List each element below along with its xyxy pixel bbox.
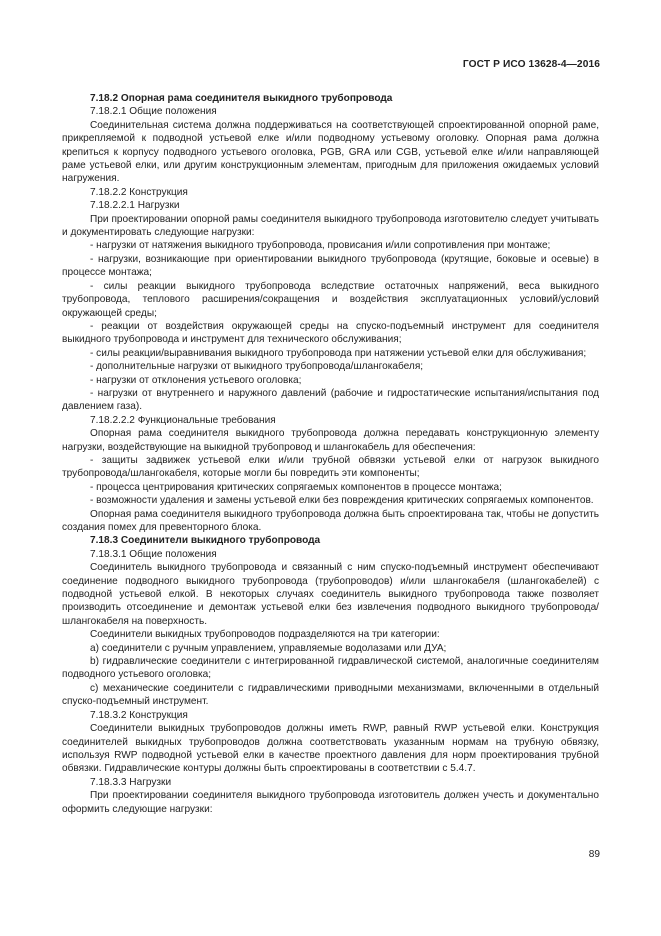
paragraph: При проектировании соединителя выкидного трубопровода изготовитель должен учесть и документально оформить следующие нагрузки:	[62, 790, 599, 815]
paragraph: а) соединители с ручным управлением, управляемые водолазами или ДУА;	[90, 642, 447, 654]
paragraph: 7.18.2.2.2 Функциональные требования	[90, 414, 276, 426]
paragraph: - силы реакции выкидного трубопровода вследствие остаточных напряжений, веса выкидного трубопровода, теплового расширения/сокращения и воздействия эксплуатационных условий/условий окружающей среды;	[62, 280, 599, 319]
paragraph: - силы реакции/выравнивания выкидного трубопровода при натяжении устьевой елки для обслуживания;	[90, 347, 587, 359]
section-heading: 7.18.2 Опорная рама соединителя выкидного трубопровода	[90, 93, 393, 104]
paragraph: 7.18.2.1 Общие положения	[90, 106, 217, 118]
paragraph: 7.18.3.3 Нагрузки	[90, 776, 172, 788]
paragraph: - процесса центрирования критических сопрягаемых компонентов в процессе монтажа;	[90, 481, 502, 493]
paragraph: При проектировании опорной рамы соединителя выкидного трубопровода изготовителю следует учитывать и документировать следующие нагрузки:	[62, 213, 599, 239]
standard-header: ГОСТ Р ИСО 13628-4—2016	[462, 59, 600, 70]
paragraph: 7.18.2.2.1 Нагрузки	[90, 200, 180, 212]
document-body	[62, 92, 599, 816]
paragraph: - реакции от воздействия окружающей среды на спуско-подъемный инструмент для соединителя выкидного трубопровода и инструмент для технического обслуживания;	[62, 320, 599, 346]
paragraph: 7.18.3.2 Конструкция	[90, 709, 188, 721]
paragraph: - нагрузки от внутреннего и наружного давлений (рабочие и гидростатические испытания/испытания под давлением газа).	[62, 387, 599, 413]
paragraph: Опорная рама соединителя выкидного трубопровода должна быть спроектирована так, чтобы не допустить создания помех для превенторного блока.	[62, 508, 599, 533]
paragraph: Соединительная система должна поддерживаться на соответствующей спроектированной опорной раме, прикрепляемой к подводной устьевой елке и/или подводному устьевому оголовку. Опорная рама должна крепиться к корпусу подводного устьевого оголовка, PGB, GRA или CGB, устьевой елке и/или направляющей раме устьевой елки, или другим конструкционным элементам, пригодным для приложения ожидаемых условий нагружения.	[62, 119, 599, 185]
page-number: 89	[588, 849, 600, 860]
paragraph: 7.18.2.2 Конструкция	[90, 186, 188, 198]
section-heading: 7.18.3 Соединители выкидного трубопровода	[90, 535, 321, 547]
paragraph: Опорная рама соединителя выкидного трубопровода должна передавать конструкционную элементу нагрузки, воздействующие на выкидной трубопровод и шлангокабель для обеспечения:	[62, 428, 599, 453]
paragraph: - возможности удаления и замены устьевой елки без повреждения критических сопрягаемых компонентов.	[90, 495, 594, 507]
paragraph: Соединители выкидных трубопроводов подразделяются на три категории:	[90, 629, 440, 641]
paragraph: Соединитель выкидного трубопровода и связанный с ним спуско-подъемный инструмент обеспечивают соединение подводного выкидного трубопровода (трубопроводов) и/или шлангокабеля (шлангокабелей) с подводной устьевой елкой. В некоторых случаях соединитель выкидного трубопровода также позволяет производить отсоединение и демонтаж устьевой елки без извлечения подводного выкидного трубопровода/шлангокабеля на поверхность.	[62, 562, 599, 627]
paragraph: - нагрузки от натяжения выкидного трубопровода, провисания и/или сопротивления при монтаже;	[90, 240, 551, 252]
paragraph: Соединители выкидных трубопроводов должны иметь RWP, равный RWP устьевой елки. Конструкция соединителей выкидных трубопроводов должна соответствовать указанным нормам на трубную обвязку, используя RWP подводной устьевой елки в качестве проектного давления для норм проектирования трубной обвязки. Гидравлические контуры должны быть спроектированы в соответствии с 5.4.7.	[62, 723, 599, 775]
paragraph: - нагрузки от отклонения устьевого оголовка;	[90, 374, 302, 386]
paragraph: 7.18.3.1 Общие положения	[90, 548, 217, 560]
paragraph: - защиты задвижек устьевой елки и/или трубной обвязки устьевой елки от нагрузок выкидного трубопровода/шлангокабеля, которые могли бы повредить эти компоненты;	[62, 454, 599, 480]
paragraph: - дополнительные нагрузки от выкидного трубопровода/шлангокабеля;	[90, 361, 424, 373]
paragraph: b) гидравлические соединители с интегрированной гидравлической системой, аналогичные соединителям подводного устьевого оголовка;	[62, 656, 599, 681]
paragraph: - нагрузки, возникающие при ориентировании выкидного трубопровода (крутящие, боковые и осевые) в процессе монтажа;	[62, 253, 599, 279]
paragraph: с) механические соединители с гидравлическими приводными механизмами, включенными в отдельный спуско-подъемный инструмент.	[62, 682, 599, 708]
